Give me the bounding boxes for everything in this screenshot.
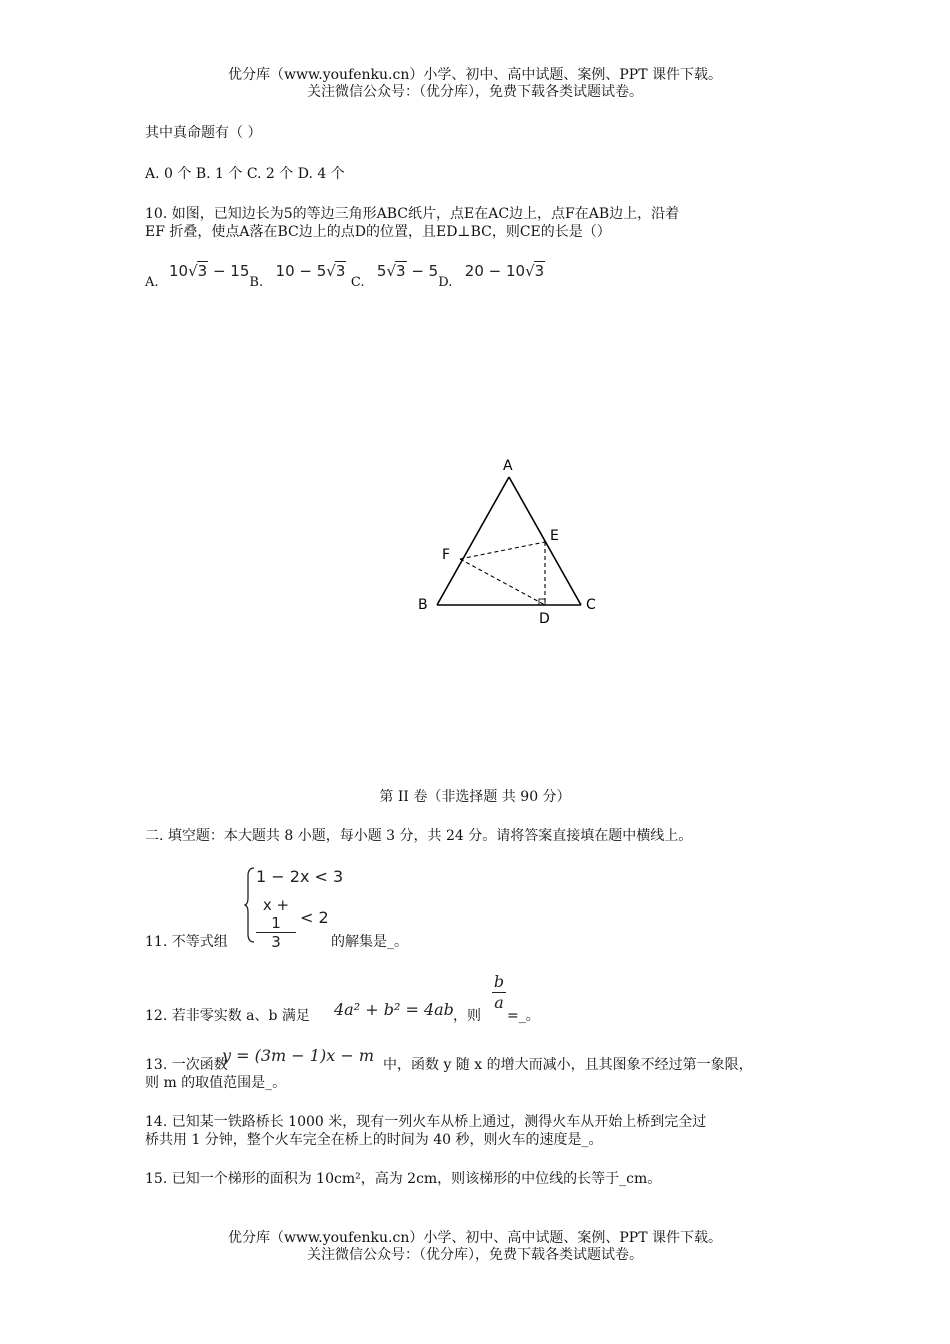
q10-option-b-radicand: 3: [335, 262, 346, 280]
q13-function: y = (3m − 1)x − m: [222, 1046, 374, 1065]
q10-option-a: 10√3 − 15: [168, 262, 250, 280]
q11-brace: [244, 866, 256, 944]
label-e: E: [550, 528, 559, 544]
label-b: B: [418, 597, 428, 613]
q10-option-d-coef: 20 − 10: [464, 262, 526, 280]
label-d: D: [539, 611, 550, 627]
q10-option-a-coef: 10: [168, 262, 189, 280]
q10-option-c-rest: − 5: [406, 262, 439, 280]
q10-option-b-label: B.: [249, 275, 264, 290]
q10-option-c: 5√3 − 5: [376, 262, 439, 280]
page-footer: [0, 1230, 950, 1264]
header-line-1: 优分库（www.youfenku.cn）小学、初中、高中试题、案例、PPT 课件下载。: [227, 67, 722, 83]
q10-option-c-coef: 5: [376, 262, 387, 280]
q10-options: [145, 262, 545, 290]
segment-fe: [460, 542, 545, 559]
q11-inequality-1: 1 − 2x < 3: [256, 867, 344, 886]
q10-option-d-radicand: 3: [534, 262, 545, 280]
segment-fd: [460, 559, 545, 605]
q13-line-2: 则 m 的取值范围是_。: [145, 1075, 287, 1091]
label-a: A: [503, 458, 513, 474]
label-c: C: [586, 597, 596, 613]
q10-option-a-label: A.: [145, 275, 159, 290]
q10-option-b-coef: 10 − 5: [275, 262, 327, 280]
q12-fraction: [492, 972, 506, 1013]
q11-suffix: 的解集是_。: [331, 934, 408, 950]
q9-stem: 其中真命题有（ ）: [145, 125, 262, 141]
footer-line-1: 优分库（www.youfenku.cn）小学、初中、高中试题、案例、PPT 课件下载。: [227, 1230, 722, 1246]
q10-option-b: 10 − 5√3: [275, 262, 346, 280]
footer-line-2: 关注微信公众号：（优分库），免费下载各类试题试卷。: [307, 1247, 643, 1263]
page-header: [0, 67, 950, 101]
q12-frac-denominator: a: [494, 993, 504, 1012]
q10-line-1: 10. 如图，已知边长为5的等边三角形ABC纸片，点E在AC边上，点F在AB边上，沿着: [145, 206, 680, 222]
q13-prefix: 13. 一次函数: [145, 1057, 228, 1073]
q14-line-2: 桥共用 1 分钟，整个火车完全在桥上的时间为 40 秒，则火车的速度是_。: [145, 1132, 603, 1148]
q10-option-c-radicand: 3: [396, 262, 406, 280]
side-ab: [437, 477, 509, 605]
section-2-intro: 二. 填空题：本大题共 8 小题，每小题 3 分，共 24 分。请将答案直接填在题中横线上。: [145, 828, 693, 844]
q14-line-1: 14. 已知某一铁路桥长 1000 米，现有一列火车从桥上通过，测得火车从开始上桥到完全过: [145, 1114, 707, 1130]
q10-option-a-rest: − 15: [208, 262, 250, 280]
q12-mid: ，则: [453, 1008, 481, 1024]
q13-rest: 中，函数 y 随 x 的增大而减小，且其图象不经过第一象限，: [383, 1057, 753, 1073]
q9-options: A. 0 个 B. 1 个 C. 2 个 D. 4 个: [145, 166, 345, 182]
q12-equation: 4a² + b² = 4ab: [334, 1000, 454, 1019]
label-f: F: [442, 547, 451, 563]
q11-frac-denominator: 3: [271, 933, 281, 951]
q10-option-d-label: D.: [438, 275, 453, 290]
q10-option-c-label: C.: [350, 275, 365, 290]
q11-frac-numerator: x + 1: [256, 896, 296, 933]
header-line-2: 关注微信公众号：（优分库），免费下载各类试题试卷。: [307, 84, 643, 100]
q10-option-d: 20 − 10√3: [464, 262, 545, 280]
q11-prefix: 11. 不等式组: [145, 934, 228, 950]
q15-text: 15. 已知一个梯形的面积为 10cm²，高为 2cm，则该梯形的中位线的长等于_cm。: [145, 1171, 662, 1187]
q10-option-a-radicand: 3: [197, 262, 208, 280]
q12-suffix: =_。: [507, 1008, 540, 1024]
q12-frac-numerator: b: [493, 972, 505, 991]
right-angle-mark: [539, 599, 545, 605]
q12-prefix: 12. 若非零实数 a、b 满足: [145, 1008, 310, 1024]
q11-inequality-2-rhs: < 2: [300, 908, 329, 927]
section-2-title: 第 II 卷（非选择题 共 90 分）: [379, 789, 571, 805]
triangle-figure: [400, 450, 620, 635]
q11-fraction: [256, 896, 296, 951]
q10-line-2: EF 折叠，使点A落在BC边上的点D的位置，且ED⊥BC，则CE的长是（）: [145, 224, 611, 240]
